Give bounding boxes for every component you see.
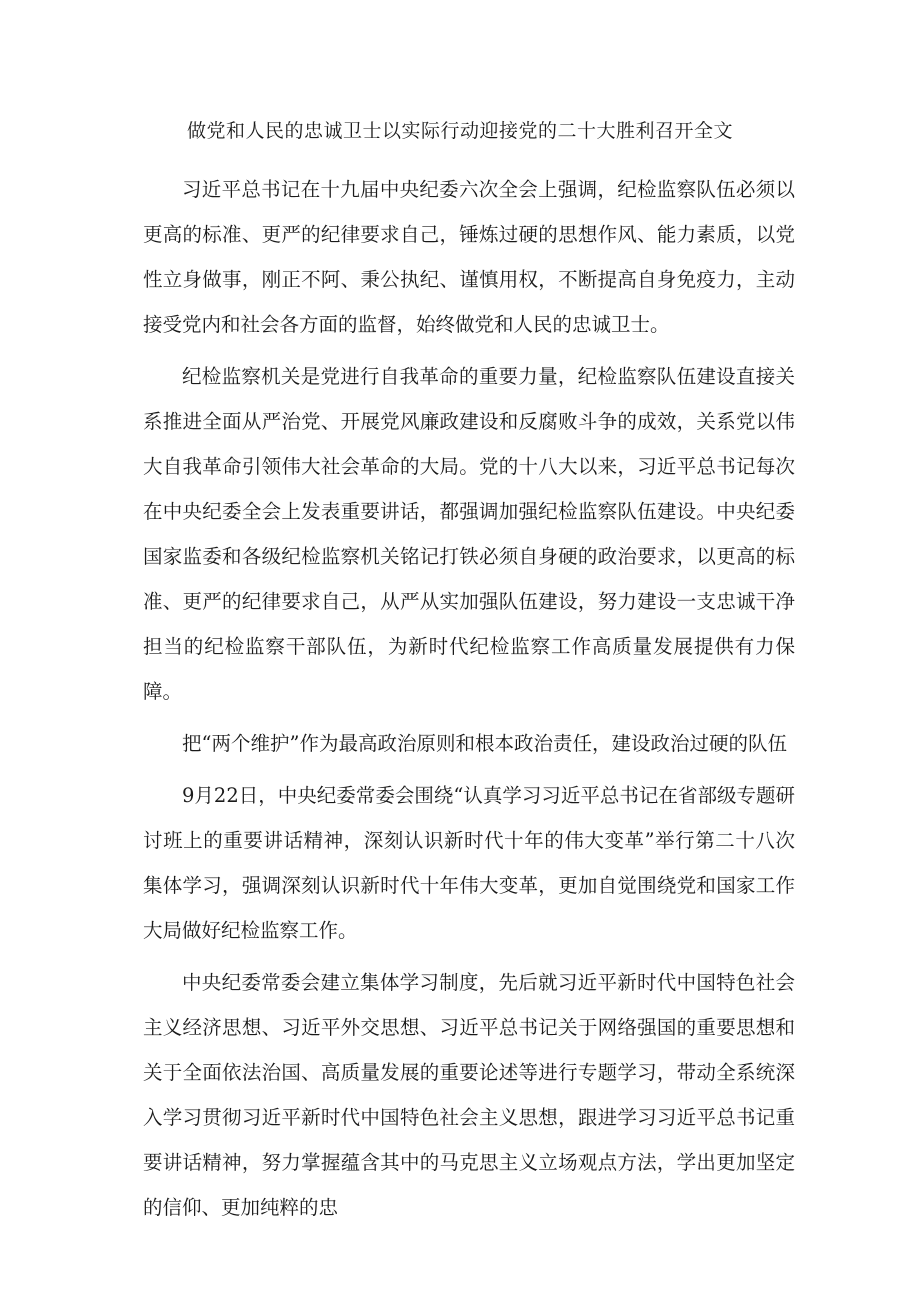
paragraph-3: 把“两个维护”作为最高政治原则和根本政治责任，建设政治过硬的队伍 [182, 732, 787, 755]
document-title: 做党和人民的忠诚卫士以实际行动迎接党的二十大胜利召开全文 [186, 120, 733, 142]
paragraph-5: 中央纪委常委会建立集体学习制度，先后就习近平新时代中国特色社会主义经济思想、习近平外交思想、习近平总书记关于网络强国的重要思想和关于全面依法治国、高质量发展的重要论述等进行专题学习，带动全系统深入学习贯彻习近平新时代中国特色社会主义思想，跟进学习习近平总书记重要讲话精神，努力掌握蕴含其中的马克思主义立场观点方法，学出更加坚定的信仰、更加纯粹的忠 [143, 971, 795, 1219]
paragraph-4: 9月22日，中央纪委常委会围绕“认真学习习近平总书记在省部级专题研讨班上的重要讲话精神，深刻认识新时代十年的伟大变革”举行第二十八次集体学习，强调深刻认识新时代十年伟大变革，更加自觉围绕党和国家工作大局做好纪检监察工作。 [143, 784, 795, 942]
paragraph-2: 纪检监察机关是党进行自我革命的重要力量，纪检监察队伍建设直接关系推进全面从严治党、开展党风廉政建设和反腐败斗争的成效，关系党以伟大自我革命引领伟大社会革命的大局。党的十八大以来，习近平总书记每次在中央纪委全会上发表重要讲话，都强调加强纪检监察队伍建设。中央纪委国家监委和各级纪检监察机关铭记打铁必须自身硬的政治要求，以更高的标准、更严的纪律要求自己，从严从实加强队伍建设，努力建设一支忠诚干净担当的纪检监察干部队伍，为新时代纪检监察工作高质量发展提供有力保障。 [143, 365, 795, 703]
document-body [143, 167, 795, 1230]
paragraph-1: 习近平总书记在十九届中央纪委六次全会上强调，纪检监察队伍必须以更高的标准、更严的纪律要求自己，锤炼过硬的思想作风、能力素质，以党性立身做事，刚正不阿、秉公执纪、谨慎用权，不断提高自身免疫力，主动接受党内和社会各方面的监督，始终做党和人民的忠诚卫士。 [143, 178, 795, 336]
